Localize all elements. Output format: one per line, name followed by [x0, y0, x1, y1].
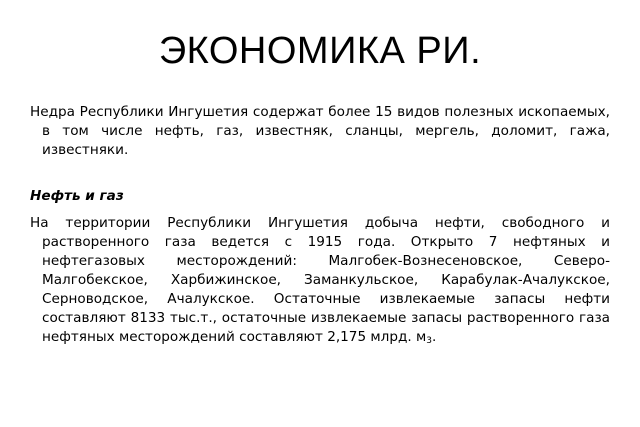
oil-gas-paragraph-text: На территории Республики Ингушетия добыча нефти, свободного и растворенного газа ведется с 1915 года. Открыто 7 нефтяных и нефтегазовых месторождений: Малгобек-Вознесеновское, Северо-Малгобекское, Харбижинское, Заманкульское, Карабулак-Ачалукское, Серноводское, Ачалукское. Остаточные извлекаемые запасы нефти составляют 8133 тыс.т., остаточные извлекаемые запасы растворенного газа нефтяных месторождений составляют 2,175 млрд. м [30, 215, 610, 345]
slide-title: ЭКОНОМИКА РИ. [158, 30, 482, 72]
slide-body [30, 103, 610, 349]
intro-paragraph: Недра Республики Ингушетия содержат более 15 видов полезных ископаемых, в том числе нефть, газ, известняк, сланцы, мергель, доломит, гажа, известняки. [30, 104, 610, 158]
oil-gas-paragraph-end: . [432, 329, 437, 345]
section-heading-oil-gas: Нефть и газ [30, 188, 124, 204]
oil-gas-paragraph [30, 214, 610, 349]
cubic-unit-exponent: 3 [426, 336, 433, 346]
